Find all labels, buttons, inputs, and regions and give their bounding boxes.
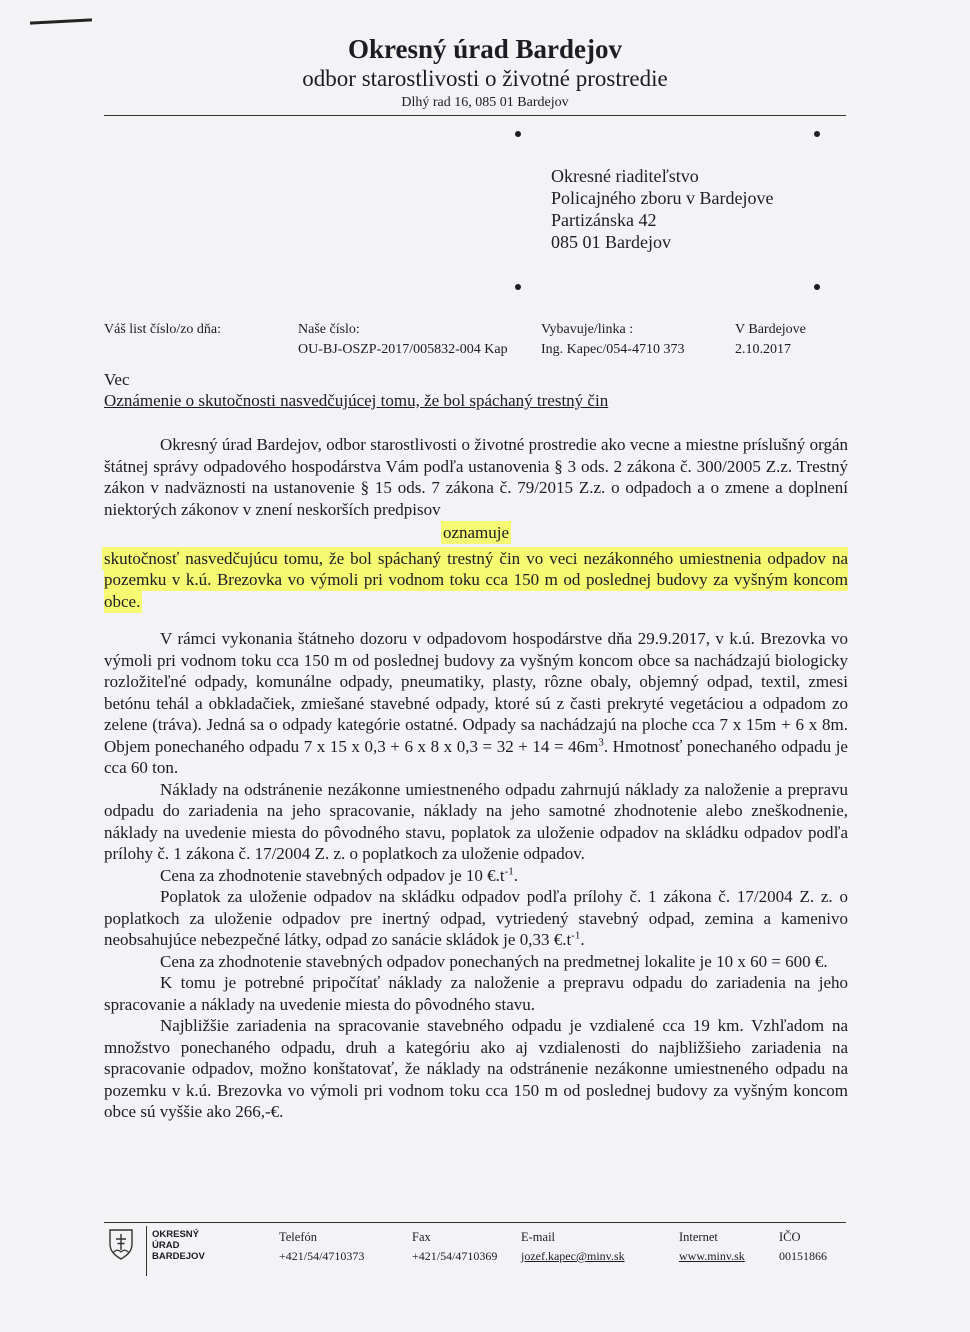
landfill-fee-end: . (580, 930, 585, 949)
costs-paragraph: Náklady na odstránenie nezákonne umiestneného odpadu zahrnujú náklady za naloženie a prepravu odpadu do zariadenia na jeho spracovanie, náklady na jeho samotné zhodnotenie alebo zneškodnenie, náklady na uvedenie miesta do pôvodného stavu, poplatok za uloženie odpadov na skládku odpadov podľa prílohy č. 1 zákona č. 17/2004 Z. z. o poplatkoch za uloženie odpadov. (104, 779, 848, 863)
ico-value: 00151866 (779, 1249, 827, 1263)
letter-body (104, 434, 848, 1123)
footer-separator (146, 1226, 147, 1276)
per-ton-exponent: -1 (504, 864, 514, 877)
cubic-exponent: 3 (598, 735, 604, 748)
header-divider (104, 115, 846, 116)
address-window-mark (515, 284, 521, 290)
footer-internet (679, 1228, 745, 1266)
highlighted-text: skutočnosť nasvedčujúcu tomu, že bol spáchaný trestný čin vo veci nezákonného umiestnenia odpadov na pozemku v k.ú. Brezovka vo výmoli pri vodnom toku cca 150 m od poslednej budovy za vyšným koncom obce. (104, 548, 848, 611)
footer-email (521, 1228, 625, 1266)
recovery-price-end: . (513, 865, 519, 885)
conclusion-paragraph: Najbližšie zariadenia na spracovanie stavebného odpadu je vzdialené cca 19 km. Vzhľadom na množstvo ponechaného odpadu, druh a kategóriu ako aj vzdialenosti do najbližšieho zariadenia na spracovanie odpadov, možno konštatovať, že náklady na odstránenie nezákonne umiestneného odpadu na pozemku v k.ú. Brezovka vo výmoli pri vodnom toku cca 150 m od poslednej budovy za vyšným koncom obce sú vyššie ako 266,-€. (104, 1016, 848, 1121)
website-link[interactable]: www.minv.sk (679, 1249, 745, 1263)
footer-divider (104, 1222, 846, 1223)
recovery-price-paragraph (104, 865, 848, 887)
recipient-line: Okresné riaditeľstvo (551, 166, 699, 186)
org-line: BARDEJOV (152, 1251, 205, 1262)
org-line: OKRESNÝ (152, 1229, 199, 1240)
recovery-price-text: Cena za zhodnotenie stavebných odpadov je 10 €.t (160, 865, 505, 885)
org-line: ÚRAD (152, 1240, 180, 1251)
email-label: E-mail (521, 1230, 556, 1244)
recipient-line: Policajného zboru v Bardejove (551, 188, 774, 208)
total-recovery-paragraph: Cena za zhodnotenie stavebných odpadov ponechaných na predmetnej lokalite je 10 x 60 = 600 €. (160, 951, 828, 971)
fax-label: Fax (412, 1230, 431, 1244)
phone-label: Telefón (279, 1230, 317, 1244)
inspection-paragraph (104, 628, 848, 779)
address-window-mark (515, 131, 521, 137)
footer-fax (412, 1228, 497, 1266)
additional-costs-paragraph: K tomu je potrebné pripočítať náklady za naloženie a prepravu odpadu do zariadenia na jeho spracovanie a náklady na uvedenie miesta do pôvodného stavu. (104, 973, 848, 1014)
footer-ico (779, 1228, 827, 1266)
subject-label: Vec (104, 370, 130, 389)
landfill-fee-text: Poplatok za uloženie odpadov na skládku odpadov podľa prílohy č. 1 zákona č. 17/2004 Z. z. o poplatkoch za uloženie odpadov pre inertný odpad, vytriedený stavebný odpad, zemina a kamenivo neobsahujúce nebezpečné látky, odpad zo sanácie skládok je 0,33 €.t (104, 887, 848, 949)
office-title: Okresný úrad Bardejov (347, 34, 623, 64)
address-window-mark (814, 284, 820, 290)
address-window-mark (814, 131, 820, 137)
recipient-line: 085 01 Bardejov (551, 232, 671, 252)
fax-value: +421/54/4710369 (412, 1249, 498, 1263)
recipient-line: Partizánska 42 (551, 210, 657, 230)
subject-text: Oznámenie o skutočnosti nasvedčujúcej tomu, že bol spáchaný trestný čin (104, 391, 609, 410)
inspection-text: V rámci vykonania štátneho dozoru v odpadovom hospodárstve dňa 29.9.2017, v k.ú. Brezovka vo výmoli pri vodnom toku cca 150 m od poslednej budovy za vyšným koncom obce sa nachádzajú biologicky rozložiteľné odpady, komunálne odpady, pneumatiky, plasty, rôzne obaly, objemný odpad, textil, zmesi betónu tehál a obkladačiek, zmiešané stavebné odpady, ktoré sú z časti prekryté vegetáciou a odpadom zo zelene (tráva). Jedná sa o odpady kategórie ostatné. Odpady sa nachádzajú na ploche cca 7 x 15m + 6 x 8m. Objem ponechaného odpadu 7 x 15 x 0,3 + 6 x 8 x 0,3 = 32 + 14 = 46m (104, 629, 848, 756)
place-label: V Bardejove (735, 322, 806, 337)
footer-phone (279, 1228, 364, 1266)
phone-value: +421/54/4710373 (279, 1249, 365, 1263)
pen-mark (30, 18, 92, 24)
landfill-fee-paragraph (104, 886, 848, 951)
ico-label: IČO (779, 1230, 801, 1244)
inspection-text-end: . Hmotnosť ponechaného odpadu je cca 60 ton. (104, 736, 848, 777)
state-crest-icon (108, 1228, 134, 1260)
per-ton-exponent: -1 (571, 929, 581, 942)
department-name: odbor starostlivosti o životné prostredie (302, 66, 668, 91)
highlighted-paragraph (104, 548, 848, 613)
our-number-label: Naše číslo: (298, 322, 360, 337)
handled-by-label: Vybavuje/linka : (541, 322, 634, 337)
intro-paragraph: Okresný úrad Bardejov, odbor starostlivosti o životné prostredie ako vecne a miestne príslušný orgán štátnej správy odpadového hospodárstva Vám podľa ustanovenia § 3 ods. 2 zákona č. 300/2005 Z.z. Trestný zákon v nadväznosti na ustanovenie § 15 ods. 7 zákona č. 79/2015 Z.z. o odpadoch a o zmene a doplnení niektorých zákonov v znení neskorších predpisov (104, 435, 848, 519)
announce-word: oznamuje (442, 523, 510, 542)
email-link[interactable]: jozef.kapec@minv.sk (521, 1249, 625, 1263)
our-number-value: OU-BJ-OSZP-2017/005832-004 Kap (298, 342, 508, 357)
your-letter-label: Váš list číslo/zo dňa: (104, 322, 222, 337)
footer-org-name (152, 1229, 205, 1262)
handled-by-value: Ing. Kapec/054-4710 373 (541, 342, 685, 357)
office-address: Dlhý rad 16, 085 01 Bardejov (401, 95, 569, 110)
letter-date: 2.10.2017 (735, 342, 791, 357)
internet-label: Internet (679, 1230, 718, 1244)
recipient-address (551, 165, 773, 253)
